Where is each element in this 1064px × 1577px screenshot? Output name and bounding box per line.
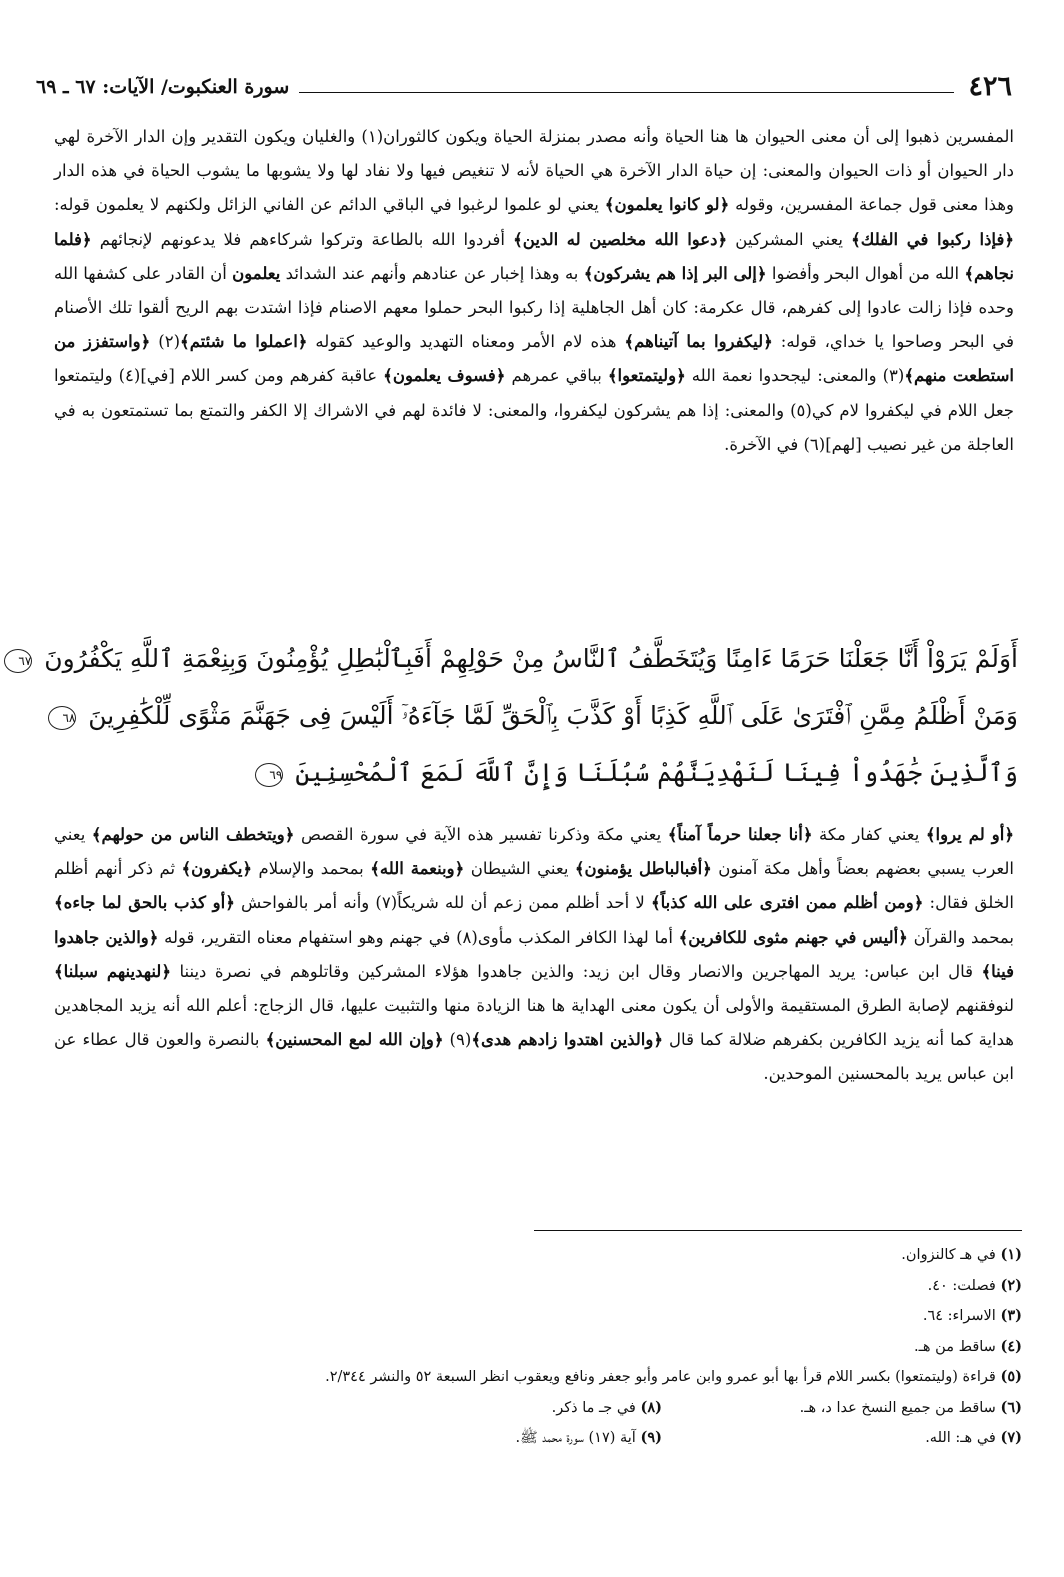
footnote bbox=[682, 1393, 1022, 1424]
text-run: (١) bbox=[361, 127, 384, 146]
quoted-phrase: ﴿ومن أظلم ممن افترى على الله كذباً﴾ bbox=[650, 893, 924, 913]
verse-line bbox=[48, 687, 1018, 744]
text-run: (٥) bbox=[790, 400, 812, 420]
text-run: بباقي عمرهم bbox=[505, 366, 608, 386]
quoted-phrase: ﴿يكفرون﴾ bbox=[181, 859, 253, 879]
footnote-row bbox=[48, 1393, 1022, 1424]
tafsir-paragraph bbox=[54, 818, 1014, 1092]
header-rule bbox=[299, 92, 954, 93]
footnote-number: (٧) bbox=[1000, 1429, 1022, 1446]
footnote-text: الاسراء: ٦٤. bbox=[922, 1308, 1001, 1324]
text-run: يعني المشركين bbox=[727, 229, 852, 249]
ayah-number-marker: ٦٨ bbox=[48, 706, 76, 730]
text-run: به وهذا إخبار عن عنادهم وأنهم عند الشدائد bbox=[280, 263, 584, 283]
quoted-phrase: ﴿أو لم يروا﴾ bbox=[925, 825, 1014, 844]
footnote-number: (٦) bbox=[1000, 1398, 1022, 1416]
quoted-phrase: ﴿أليس في جهنم مثوى للكافرين﴾ bbox=[678, 927, 908, 947]
footnote-text: قراءة (وليتمتعوا) بكسر اللام قرأ بها أبو عمرو وابن عامر وأبو جعفر ونافع ويعقوب انظر السبعة ٥٢ والنشر ٢/٣٤٤. bbox=[325, 1369, 1001, 1385]
text-run: يعني العرب يسبي بعضهم بعضاً وأهل مكة آمنون bbox=[54, 825, 1015, 879]
quoted-phrase: ﴿وإن الله لمع المحسنين﴾ bbox=[265, 1030, 444, 1050]
footnote bbox=[48, 1362, 1022, 1393]
quoted-phrase: ﴿لو كانوا يعلمون﴾ bbox=[604, 195, 730, 215]
quoted-phrase: ﴿اعملوا ما شئتم﴾ bbox=[180, 332, 308, 352]
text-run: لنوفقنهم لإصابة الطرق المستقيمة والأولى أن يكون معنى الهداية ها هنا الزيادة منها والتثبيت عليها، قال الزجاج: أعلم الله أنه يزيد المجاهدين هداية كما أنه يزيد الكافرين بكفرهم ضلالة كما قال bbox=[54, 996, 1014, 1050]
verse-text: أَوَلَمْ يَرَوْاْ أَنَّا جَعَلْنَا حَرَمًا ءَامِنًا وَيُتَخَطَّفُ ٱلنَّاسُ مِنْ حَوْلِهِمْ أَفَبِٱلْبَٰطِلِ يُؤْمِنُونَ وَبِنِعْمَةِ ٱللَّهِ يَكْفُرُونَ bbox=[44, 644, 1018, 673]
text-run: والغليان ويكون التقدير وإن الدار الآخرة لهي دار الحيوان أو ذات الحيوان والمعنى: إن حياة الدار الآخرة هي الحياة لأنه لا تنغيص فيها ولا نفاد لها ولا يشوبها ما يشوب الحياة في هذه الدار وهذا معنى قول جماعة المفسرين، وقوله bbox=[54, 127, 1015, 215]
quoted-phrase: ﴿إلى البر إذا هم يشركون﴾ bbox=[583, 263, 767, 283]
footnote-number: (٤) bbox=[1000, 1337, 1022, 1355]
page-number: ٤٢٦ bbox=[968, 71, 1012, 102]
text-run: (٣) والمعنى: ليجحدوا نعمة الله bbox=[685, 366, 905, 386]
footnote-number: (٩) bbox=[640, 1429, 662, 1446]
footnote-row bbox=[48, 1423, 1022, 1454]
text-run: قال ابن عباس: يريد المهاجرين والانصار وقال ابن زيد: والذين جاهدوا هؤلاء المشركين وقاتلوهم في نصرة ديننا bbox=[171, 961, 982, 981]
quoted-phrase: يعلمون bbox=[232, 263, 281, 283]
quoted-phrase: ﴿فإذا ركبوا في الفلك﴾ bbox=[851, 229, 1015, 249]
quoted-phrase: ﴿والذين اهتدوا زادهم هدى﴾ bbox=[471, 1030, 664, 1050]
text-run: في جهنم وهو استفهام معناه التقرير، قوله bbox=[158, 927, 457, 947]
text-run: في الآخرة. bbox=[724, 434, 804, 454]
footnote-number: (٢) bbox=[1000, 1276, 1022, 1294]
footnote bbox=[48, 1301, 1022, 1332]
footnote-text: ساقط من جميع النسخ عدا د، هـ. bbox=[799, 1399, 1001, 1416]
running-title: سورة العنكبوت/ الآيات: ٦٧ ـ ٦٩ bbox=[36, 76, 290, 98]
text-run: المفسرين ذهبوا إلى أن معنى الحيوان ها هنا الحياة وأنه مصدر بمنزلة الحياة ويكون كالثوران bbox=[383, 127, 1014, 146]
text-run: بمحمد والإسلام bbox=[252, 859, 371, 879]
text-run: أفردوا الله بالطاعة وتركوا شركاءهم فلا يدعونهم لإنجائهم bbox=[91, 229, 514, 249]
footnote bbox=[48, 1332, 1022, 1363]
text-run: (٩) bbox=[443, 1030, 472, 1050]
text-run: ثم ذكر أنهم أظلم الخلق فقال: bbox=[54, 859, 1014, 913]
text-run: أن القادر على كشفها الله وحده فإذا زالت عادوا إلى كفرهم، قال عكرمة: كان أهل الجاهلية إذا ركبوا البحر حملوا معهم الاصنام فإذا اشتدت بهم الريح ألقوا تلك الأصنام في البحر وصاحوا يا خداي، قوله: bbox=[54, 263, 1015, 352]
footnote-text: فصلت: ٤٠. bbox=[927, 1277, 1001, 1294]
quoted-phrase: ﴿أو كذب بالحق لما جاءه﴾ bbox=[54, 893, 235, 913]
tafsir-text-after-verses bbox=[54, 818, 1014, 1208]
quoted-phrase: ﴿وليتمتعوا﴾ bbox=[607, 366, 686, 386]
verse-line bbox=[18, 630, 1018, 687]
text-run: بمحمد والقرآن bbox=[907, 927, 1014, 947]
quoted-phrase: ﴿ويتخطف الناس من حولهم﴾ bbox=[91, 825, 295, 844]
text-run: (٢) bbox=[150, 332, 181, 352]
text-run: يعني الشيطان bbox=[464, 859, 575, 879]
footnote bbox=[552, 1393, 682, 1424]
tafsir-text-before-verses bbox=[54, 120, 1014, 630]
text-run: أما لهذا الكافر المكذب مأوى bbox=[477, 927, 679, 947]
footnote bbox=[48, 1271, 1022, 1302]
text-run: هذه لام الأمر ومعناه التهديد والوعيد كقوله bbox=[307, 332, 625, 352]
quoted-phrase: ﴿أنا جعلنا حرماً آمناً﴾ bbox=[667, 825, 813, 844]
footnote-text: في جـ ما ذكر. bbox=[551, 1399, 641, 1416]
quoted-phrase: ﴿لنهدينهم سبلنا﴾ bbox=[54, 961, 171, 981]
footnote bbox=[516, 1423, 682, 1454]
text-run: (٧) bbox=[375, 893, 398, 913]
quoted-phrase: ﴿وبنعمة الله﴾ bbox=[370, 859, 465, 879]
footnotes bbox=[48, 1240, 1022, 1454]
quoted-phrase: ﴿فلما نجاهم﴾ bbox=[54, 229, 1015, 283]
book-page bbox=[8, 0, 1064, 1577]
text-run: يعني مكة وذكرنا تفسير هذه الآية في سورة القصص bbox=[294, 825, 668, 844]
footnote-number: (١) bbox=[1000, 1246, 1022, 1263]
quoted-phrase: ﴿ليكفروا بما آتيناهم﴾ bbox=[624, 332, 773, 352]
footnote bbox=[682, 1423, 1022, 1454]
text-run: يعني لو علموا لرغبوا في الباقي الدائم عن الفاني الزائل ولكنهم لا يعلمون قوله: bbox=[54, 195, 605, 215]
footnote-text: ساقط من هـ. bbox=[914, 1338, 1001, 1355]
text-run: عاقبة كفرهم ومن كسر اللام [في] bbox=[140, 366, 384, 386]
text-run: (٦) bbox=[803, 434, 826, 454]
footnote-text: في هـ: الله. bbox=[925, 1430, 1001, 1446]
quran-verses bbox=[18, 630, 1018, 805]
footnote-number: (٣) bbox=[1000, 1307, 1022, 1324]
footnote-text: في هـ كالنزوان. bbox=[901, 1247, 1001, 1263]
quoted-phrase: ﴿دعوا الله مخلصين له الدين﴾ bbox=[513, 229, 728, 249]
footnote-text: آية (١٧) سورة محمد ﷺ. bbox=[515, 1430, 641, 1446]
text-run: لا أحد أظلم ممن زعم أن لله شريكاً bbox=[397, 893, 651, 913]
footnote-number: (٨) bbox=[640, 1398, 662, 1416]
quoted-phrase: ﴿واستفزز من استطعت منهم﴾ bbox=[54, 332, 1014, 386]
footnote bbox=[48, 1240, 1022, 1271]
ayah-number-marker: ٦٩ bbox=[255, 763, 283, 787]
text-run: يعني كفار مكة bbox=[812, 825, 926, 844]
text-run: والمعنى: إذا هم يشركون ليكفروا، والمعنى: لا فائدة لهم في الاشراك إلا الكفر والتمتع بما تستمتعون به في العاجلة من غير نصيب [لهم] bbox=[54, 400, 1014, 454]
verse-text: وَمَنْ أَظْلَمُ مِمَّنِ ٱفْتَرَىٰ عَلَى ٱللَّهِ كَذِبًا أَوْ كَذَّبَ بِٱلْحَقِّ لَمَّا جَآءَهُۥٓ أَلَيْسَ فِى جَهَنَّمَ مَثْوًى لِّلْكَٰفِرِينَ bbox=[88, 701, 1018, 730]
text-run: الله من أهوال البحر وأفضوا bbox=[766, 263, 965, 283]
text-run: (٤) bbox=[118, 366, 141, 386]
footnote-separator bbox=[534, 1230, 1022, 1231]
verse-line bbox=[48, 744, 1018, 801]
ayah-number-marker: ٦٧ bbox=[4, 649, 32, 673]
footnote-number: (٥) bbox=[1000, 1368, 1022, 1385]
text-run: وأنه أمر بالفواحش bbox=[234, 893, 376, 913]
quoted-phrase: ﴿والذين جاهدوا فينا﴾ bbox=[54, 927, 1014, 981]
text-run: (٨) bbox=[456, 927, 478, 947]
verse-text: وَٱلَّذِينَ جَٰهَدُواْ فِينَا لَنَهْدِيَنَّهُمْ سُبُلَنَا وَإِنَّ ٱللَّهَ لَمَعَ ٱلْمُحْسِنِينَ bbox=[295, 758, 1018, 787]
page-header bbox=[36, 62, 1012, 102]
text-run: وليتمتعوا جعل اللام في ليكفروا لام كي bbox=[54, 366, 1014, 420]
text-run: بالنصرة والعون قال عطاء عن ابن عباس يريد بالمحسنين الموحدين. bbox=[54, 1030, 1014, 1084]
quoted-phrase: ﴿أفبالباطل يؤمنون﴾ bbox=[574, 859, 712, 879]
quoted-phrase: ﴿فسوف يعلمون﴾ bbox=[383, 366, 506, 386]
tafsir-paragraph bbox=[54, 120, 1014, 462]
